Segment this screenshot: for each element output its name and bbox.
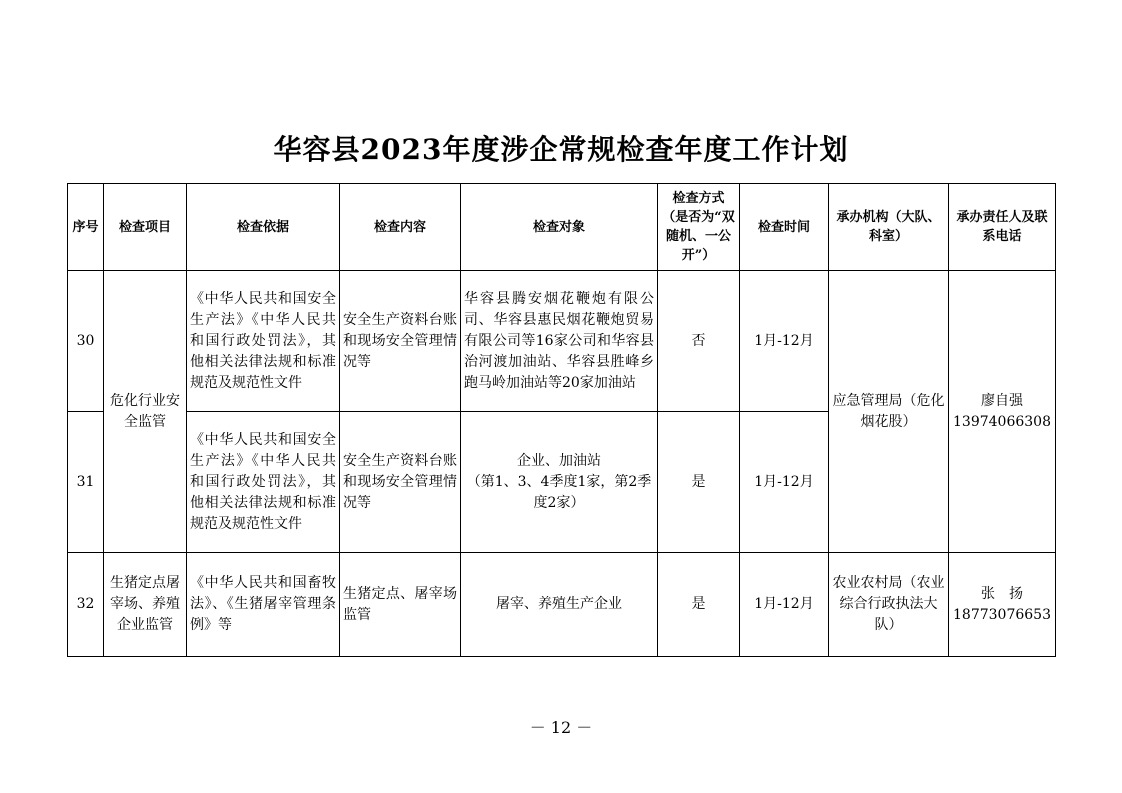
cell-basis: 《中华人民共和国安全生产法》《中华人民共和国行政处罚法》，其他相关法律法规和标准规范及规范性文件 — [187, 271, 340, 412]
header-target: 检查对象 — [461, 184, 658, 271]
cell-org: 农业农村局（农业综合行政执法大队） — [829, 553, 949, 657]
cell-target: 华容县腾安烟花鞭炮有限公司、华容县惠民烟花鞭炮贸易有限公司等16家公司和华容县治河渡加油站、华容县胜峰乡跑马岭加油站等20家加油站 — [461, 271, 658, 412]
page-number: － 12 － — [529, 718, 593, 737]
document-title: 华容县2023年度涉企常规检查年度工作计划 — [273, 133, 849, 166]
cell-target: 屠宰、养殖生产企业 — [461, 553, 658, 657]
cell-person — [949, 553, 1056, 657]
person-name: 廖自强 — [981, 392, 1023, 409]
cell-org: 应急管理局（危化烟花股） — [829, 271, 949, 553]
cell-seq: 31 — [68, 412, 104, 553]
header-time: 检查时间 — [740, 184, 829, 271]
person-name: 张 扬 — [981, 585, 1023, 602]
cell-content: 安全生产资料台账和现场安全管理情况等 — [340, 412, 461, 553]
header-basis: 检查依据 — [187, 184, 340, 271]
header-org: 承办机构（大队、科室） — [829, 184, 949, 271]
header-content: 检查内容 — [340, 184, 461, 271]
target-line: 企业、加油站 — [517, 452, 601, 469]
target-line: （第1、3、4季度1家，第2季度2家） — [466, 473, 652, 511]
cell-content: 安全生产资料台账和现场安全管理情况等 — [340, 271, 461, 412]
table-row — [68, 553, 1056, 657]
cell-seq: 32 — [68, 553, 104, 657]
cell-time: 1月-12月 — [740, 271, 829, 412]
cell-person — [949, 271, 1056, 553]
cell-method: 否 — [658, 271, 740, 412]
header-method: 检查方式（是否为“双随机、一公开”） — [658, 184, 740, 271]
cell-seq: 30 — [68, 271, 104, 412]
cell-time: 1月-12月 — [740, 553, 829, 657]
cell-method: 是 — [658, 553, 740, 657]
person-phone: 13974066308 — [953, 413, 1051, 430]
cell-item: 生猪定点屠宰场、养殖企业监管 — [104, 553, 187, 657]
header-person: 承办责任人及联系电话 — [949, 184, 1056, 271]
header-item: 检查项目 — [104, 184, 187, 271]
table-header-row — [68, 184, 1056, 271]
header-seq: 序号 — [68, 184, 104, 271]
cell-target — [461, 412, 658, 553]
cell-basis: 《中华人民共和国安全生产法》《中华人民共和国行政处罚法》，其他相关法律法规和标准规范及规范性文件 — [187, 412, 340, 553]
cell-time: 1月-12月 — [740, 412, 829, 553]
table-row — [68, 271, 1056, 412]
inspection-plan-table — [67, 183, 1056, 657]
cell-item: 危化行业安全监管 — [104, 271, 187, 553]
cell-content: 生猪定点、屠宰场监管 — [340, 553, 461, 657]
cell-basis: 《中华人民共和国畜牧法》、《生猪屠宰管理条例》等 — [187, 553, 340, 657]
person-phone: 18773076653 — [953, 606, 1051, 623]
cell-method: 是 — [658, 412, 740, 553]
